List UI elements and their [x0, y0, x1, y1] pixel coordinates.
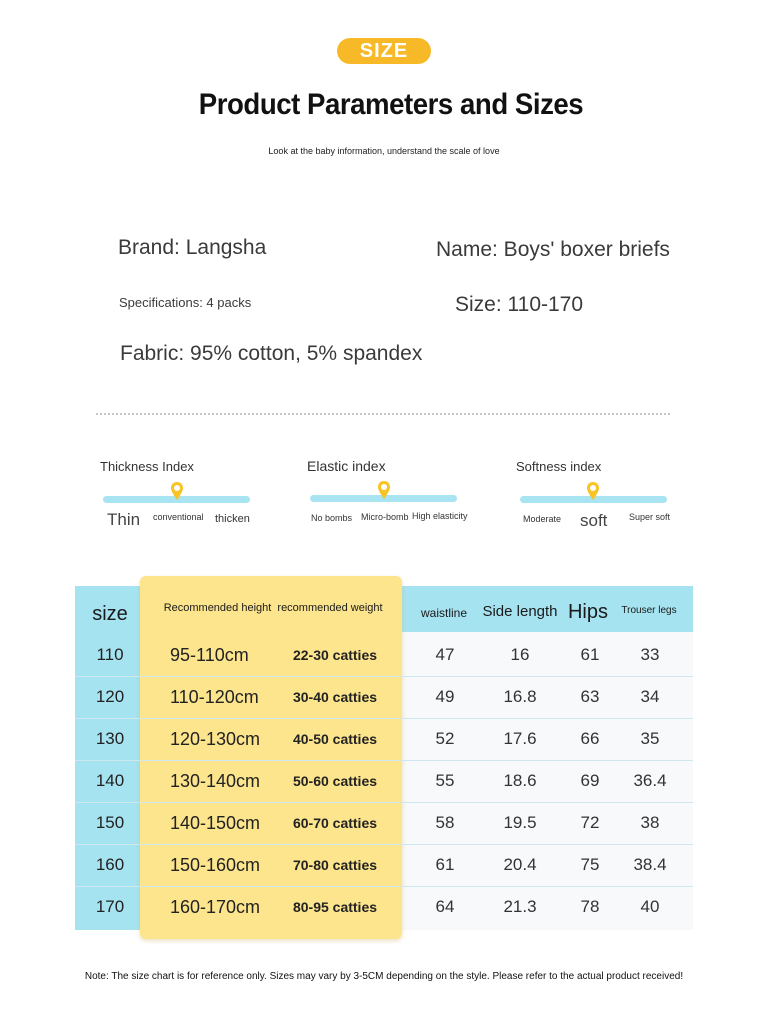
- softness-tick-high: Super soft: [629, 512, 671, 522]
- trouser-legs-cell: 36.4: [633, 771, 667, 790]
- hips-cell: 78: [580, 897, 600, 916]
- waistline-cell: 52: [435, 729, 455, 748]
- table-row: [75, 718, 693, 760]
- row-divider: [75, 844, 693, 845]
- elastic-index-label: Elastic index: [307, 458, 386, 474]
- thickness-tick-high: thicken: [215, 513, 250, 525]
- trouser-legs-cell: 35: [640, 729, 660, 748]
- table-row: [75, 676, 693, 718]
- elastic-index: [307, 458, 477, 538]
- page-subtitle: Look at the baby information, understand the scale of love: [268, 146, 500, 156]
- specifications-text: Specifications: 4 packs: [119, 295, 252, 310]
- row-divider: [75, 760, 693, 761]
- size-note: Note: The size chart is for reference only. Sizes may vary by 3-5CM depending on the style. Please refer to the actual product received!: [84, 971, 684, 982]
- waistline-cell: 49: [435, 687, 455, 706]
- product-name-text: Name: Boys' boxer briefs: [436, 238, 670, 261]
- thickness-pin-icon: [170, 481, 184, 501]
- header-height: Recommended height: [163, 602, 272, 614]
- side-length-cell: 18.6: [503, 771, 537, 790]
- height-cell: 95-110cm: [170, 645, 249, 665]
- trouser-legs-cell: 38: [640, 813, 660, 832]
- weight-cell: 30-40 catties: [292, 689, 378, 705]
- row-divider: [75, 802, 693, 803]
- size-cell: 130: [95, 729, 125, 748]
- size-badge: SIZE: [337, 38, 431, 64]
- fabric-text: Fabric: 95% cotton, 5% spandex: [120, 342, 423, 365]
- thickness-tick-mid: conventional: [153, 512, 204, 522]
- size-cell: 150: [95, 813, 125, 832]
- softness-tick-low: Moderate: [523, 514, 562, 524]
- weight-cell: 70-80 catties: [292, 857, 378, 873]
- header-waistline: waistline: [420, 606, 468, 620]
- height-cell: 110-120cm: [170, 687, 259, 707]
- height-cell: 140-150cm: [170, 813, 261, 833]
- brand-text: Brand: Langsha: [118, 236, 267, 259]
- header-size: size: [92, 603, 128, 625]
- side-length-cell: 16.8: [503, 687, 537, 706]
- side-length-cell: 20.4: [503, 855, 537, 874]
- header-weight: recommended weight: [277, 602, 383, 614]
- header-hips: Hips: [567, 601, 608, 623]
- hips-cell: 72: [580, 813, 600, 832]
- softness-index-label: Softness index: [516, 459, 602, 474]
- table-row: [75, 760, 693, 802]
- weight-cell: 60-70 catties: [292, 815, 378, 831]
- waistline-cell: 55: [435, 771, 455, 790]
- softness-index: [516, 459, 676, 539]
- hips-cell: 66: [580, 729, 600, 748]
- header-side-length: Side length: [482, 603, 558, 620]
- hips-cell: 63: [580, 687, 600, 706]
- waistline-cell: 61: [435, 855, 455, 874]
- side-length-cell: 19.5: [503, 813, 537, 832]
- trouser-legs-cell: 33: [640, 645, 660, 664]
- waistline-cell: 64: [435, 897, 455, 916]
- thickness-index-label: Thickness Index: [100, 459, 194, 474]
- size-cell: 110: [96, 645, 124, 664]
- page-title: Product Parameters and Sizes: [198, 88, 584, 121]
- height-cell: 160-170cm: [170, 897, 261, 917]
- trouser-legs-cell: 34: [640, 687, 660, 706]
- size-cell: 170: [95, 897, 125, 916]
- waistline-cell: 58: [435, 813, 455, 832]
- height-cell: 150-160cm: [170, 855, 261, 875]
- row-divider: [75, 886, 693, 887]
- hips-cell: 75: [580, 855, 600, 874]
- size-range-text: Size: 110-170: [455, 293, 584, 316]
- size-cell: 160: [95, 855, 125, 874]
- elastic-tick-mid: Micro-bomb: [361, 512, 409, 522]
- header-trouser-legs: Trouser legs: [621, 605, 677, 616]
- softness-tick-mid: soft: [580, 511, 608, 530]
- section-divider: [96, 413, 670, 415]
- elastic-tick-low: No bombs: [311, 513, 353, 523]
- table-row: [75, 802, 693, 844]
- table-row: [75, 844, 693, 886]
- side-length-cell: 17.6: [503, 729, 537, 748]
- trouser-legs-cell: 38.4: [633, 855, 667, 874]
- size-cell: 120: [95, 687, 125, 706]
- trouser-legs-cell: 40: [640, 897, 660, 916]
- side-length-cell: 21.3: [503, 897, 537, 916]
- weight-cell: 40-50 catties: [292, 731, 378, 747]
- waistline-cell: 47: [435, 645, 455, 664]
- weight-cell: 50-60 catties: [292, 773, 378, 789]
- hips-cell: 69: [580, 771, 600, 790]
- table-row: [75, 634, 693, 676]
- height-cell: 120-130cm: [170, 729, 261, 749]
- row-divider: [75, 718, 693, 719]
- row-divider: [75, 676, 693, 677]
- softness-pin-icon: [586, 481, 600, 501]
- height-cell: 130-140cm: [170, 771, 261, 791]
- thickness-tick-low: Thin: [107, 510, 141, 529]
- hips-cell: 61: [580, 645, 600, 664]
- thickness-index: [100, 459, 260, 539]
- weight-cell: 80-95 catties: [292, 899, 378, 915]
- size-cell: 140: [95, 771, 125, 790]
- elastic-tick-high: High elasticity: [412, 511, 468, 521]
- elastic-pin-icon: [377, 480, 391, 500]
- side-length-cell: 16: [510, 645, 530, 664]
- weight-cell: 22-30 catties: [292, 647, 378, 663]
- table-row: [75, 886, 693, 928]
